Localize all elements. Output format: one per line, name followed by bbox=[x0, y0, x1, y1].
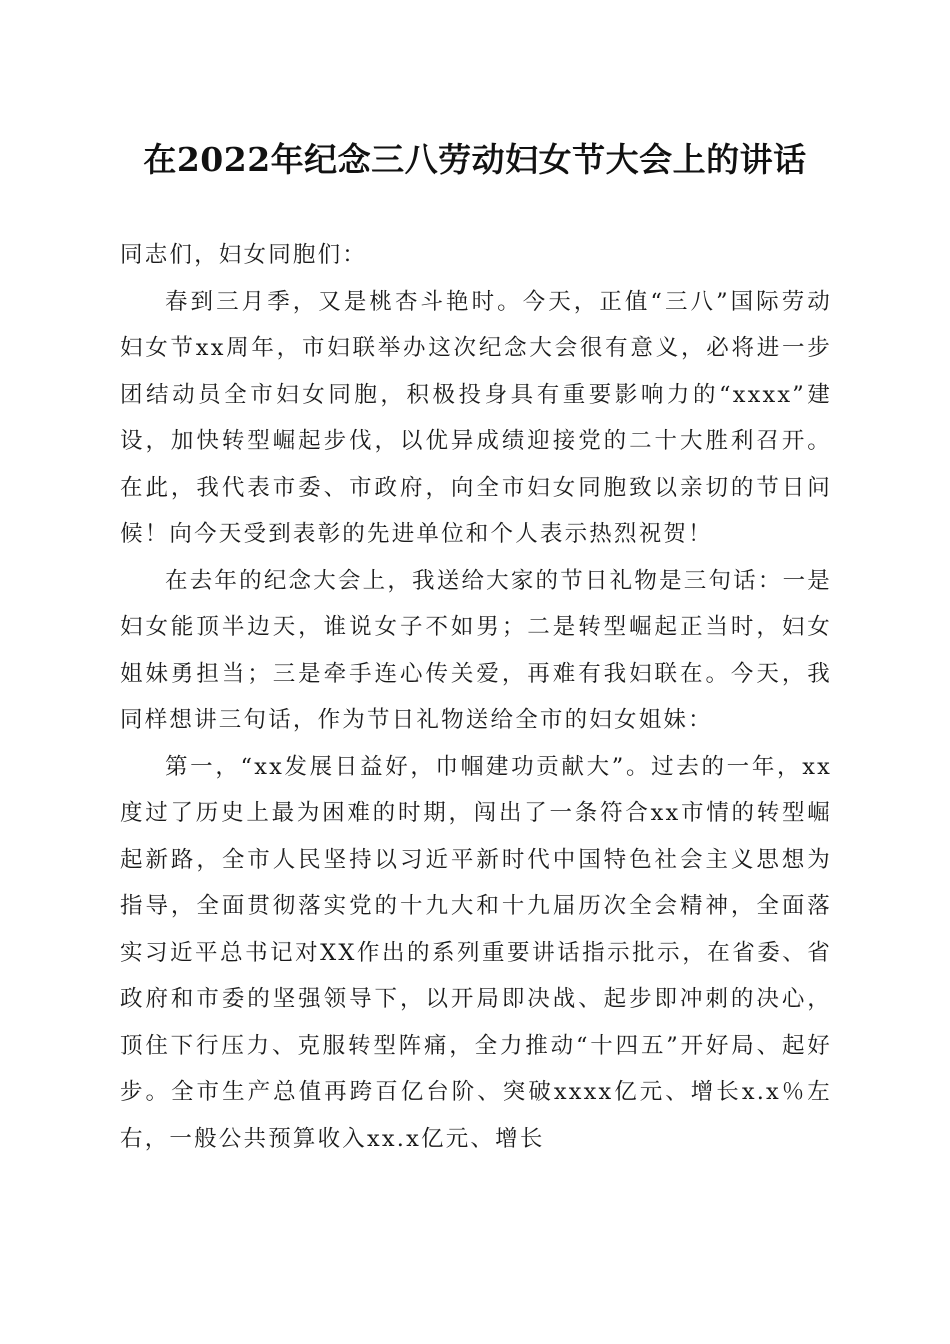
paragraph-section-one bbox=[120, 744, 832, 1163]
paragraph-opening: 春到三月季，又是桃杏斗艳时。今天，正值“三八”国际劳动妇女节xx周年，市妇联举办这次纪念大会很有意义，必将进一步团结动员全市妇女同胞，积极投身具有重要影响力的“xxxx”建设，加快转型崛起步伐，以优异成绩迎接党的二十大胜利召开。在此，我代表市委、市政府，向全市妇女同胞致以亲切的节日问候！向今天受到表彰的先进单位和个人表示热烈祝贺！ bbox=[120, 288, 832, 547]
salutation: 同志们，妇女同胞们： bbox=[120, 242, 368, 268]
paragraph-last-year-gifts: 在去年的纪念大会上，我送给大家的节日礼物是三句话：一是妇女能顶半边天，谁说女子不如男；二是转型崛起正当时，妇女姐妹勇担当；三是牵手连心传关爱，再难有我妇联在。今天，我同样想讲三句话，作为节日礼物送给全市的妇女姐妹： bbox=[120, 567, 832, 733]
document-title: 在2022年纪念三八劳动妇女节大会上的讲话 bbox=[143, 140, 807, 179]
document-body bbox=[120, 232, 832, 1162]
section-one-text: 过去的一年，xx度过了历史上最为困难的时期，闯出了一条符合xx市情的转型崛起新路，全市人民坚持以习近平新时代中国特色社会主义思想为指导，全面贯彻落实党的十九大和十九届历次全会精神，全面落实习近平总书记对XX作出的系列重要讲话指示批示，在省委、省政府和市委的坚强领导下，以开局即决战、起步即冲刺的决心，顶住下行压力、克服转型阵痛，全力推动“十四五”开好局、起好步。全市生产总值再跨百亿台阶、突破xxxx亿元、增长x.x％左右，一般公共预算收入xx.x亿元、增长 bbox=[120, 753, 832, 1152]
section-one-heading: 第一，“xx发展日益好，巾帼建功贡献大”。 bbox=[165, 753, 652, 780]
